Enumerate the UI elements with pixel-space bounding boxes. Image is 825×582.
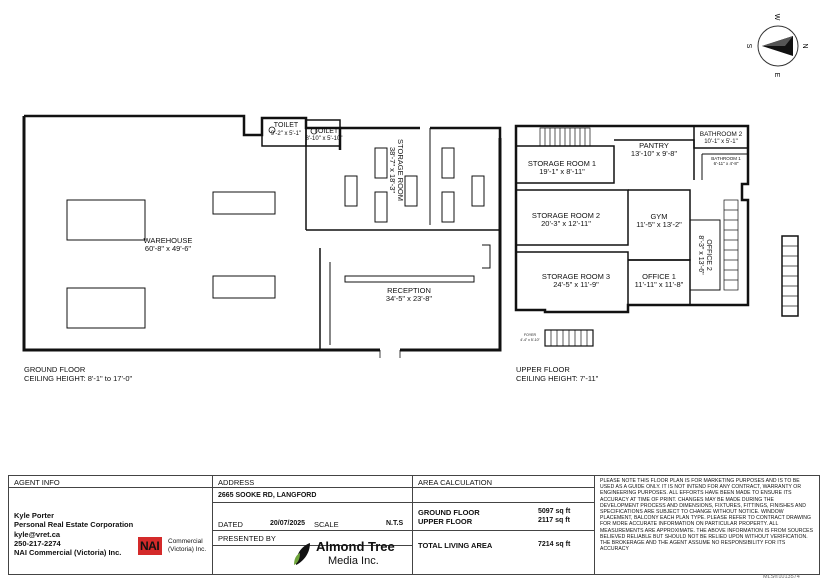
nai-logo-text: NAI <box>140 539 160 553</box>
office-2-dims: 8'-3" x 13'-6" <box>697 235 704 275</box>
upper-floor-ceiling: CEILING HEIGHT: 7'-11" <box>516 374 599 383</box>
divider <box>412 502 594 503</box>
area-header: AREA CALCULATION <box>418 478 493 487</box>
storage-room-dims: 38'-7" x 18'-3" <box>388 146 397 194</box>
address-header: ADDRESS <box>218 478 255 487</box>
divider <box>8 487 594 488</box>
bathroom-2-dims: 10'-1" x 5'-1" <box>704 139 738 145</box>
disclaimer-text: PLEASE NOTE THIS FLOOR PLAN IS FOR MARKETING PURPOSES AND IS TO BE USED AS A GUIDE ONLY. IT IS NOT INTEND FOR ANY CONTRACT, WARRANTY OR ENGINEERING PURPOSES. ALL EFFORTS HAVE BEEN MADE TO ENSURE ITS ACCURACY AT TIME OF PRINT. CHANGES MAY BE MADE DURING THE DEVELOPMENT PROCESS AND DIMENSIONS, FIXTURES, FITTINGS, FINISHES AND SPECIFICATIONS ARE SUBJECT TO CHANGE WITHOUT NOTICE. WINDOW PLACEMENT, BALCONY EACH PLAN TYPE. PLEASE REFER TO CONTRACT DRAWING FOR MORE ACCURATE INFORMATION ON PARTICULAR PROPERTY. ALL MEASUREMENTS ARE APPROXIMATE. THE ABOVE INFORMATION IS FROM SOURCES BELIEVED RELIABLE BUT SHOULD NOT BE RELIED UPON WITHOUT VERIFICATION. THE BROKERAGE AND THE AGENT ASSUME NO RESPONSIBILITY FOR ITS ACCURACY <box>600 478 814 553</box>
agent-company: NAI Commercial (Victoria) Inc. <box>14 548 122 557</box>
divider <box>412 475 413 575</box>
agent-email[interactable]: kyle@vret.ca <box>14 530 61 539</box>
agent-phone[interactable]: 250-217-2274 <box>14 539 61 548</box>
pantry-dims: 13'-10" x 9'-8" <box>630 149 678 158</box>
scale-label: SCALE <box>314 520 339 529</box>
ground-area-label: GROUND FLOOR <box>418 508 480 517</box>
compass-w: W <box>773 13 780 21</box>
gym-dims: 11'-5" x 13'-2" <box>636 220 682 229</box>
ground-floor-plan <box>24 116 500 358</box>
upper-area-value: 2117 sq ft <box>538 517 570 524</box>
toilet-2-dims: 8'-10" x 5'-10" <box>305 136 343 142</box>
office-2-name: OFFICE 2 <box>705 239 712 271</box>
dated-value: 20/07/2025 <box>270 520 306 527</box>
divider <box>594 475 595 575</box>
toilet-1-name: TOILET <box>273 122 299 129</box>
bathroom-1-dims: 6'-11" x 4'-8" <box>713 161 739 166</box>
upper-floor-label: UPPER FLOOR <box>516 365 570 374</box>
ground-floor-labels <box>24 122 432 383</box>
compass-icon <box>745 14 808 78</box>
pantry-name: PANTRY <box>639 141 669 150</box>
upper-floor-labels <box>516 131 743 383</box>
warehouse-name: WAREHOUSE <box>143 236 193 245</box>
ground-floor-ceiling: CEILING HEIGHT: 8'-1" to 17'-0" <box>24 374 133 383</box>
storage-room-1-dims: 19'-1" x 8'-11" <box>539 167 585 176</box>
storage-room-1-name: STORAGE ROOM 1 <box>527 159 597 168</box>
agent-info-header: AGENT INFO <box>14 478 60 487</box>
storage-room-2-dims: 20'-3" x 12'-11" <box>541 219 591 228</box>
reception-dims: 34'-5" x 23'-8" <box>385 294 433 303</box>
compass-s: S <box>745 43 752 49</box>
bathroom-1-name: BATHROOM 1 <box>711 156 741 161</box>
toilet-2-name: TOILET <box>313 128 339 135</box>
storage-room-3-name: STORAGE ROOM 3 <box>541 272 611 281</box>
foyer-name: FOYER <box>523 333 537 337</box>
divider <box>212 502 412 503</box>
brand-name: Almond Tree <box>316 539 395 554</box>
presented-by-label: PRESENTED BY <box>218 534 276 543</box>
foyer-dims: 4'-4" x 5'-10" <box>520 338 540 342</box>
nai-logo-sub1: Commercial <box>168 538 203 545</box>
divider <box>412 530 594 531</box>
gym-name: GYM <box>650 212 668 221</box>
leaf-icon <box>292 541 314 567</box>
compass-e: E <box>773 72 780 78</box>
divider <box>212 530 412 531</box>
total-area-value: 7214 sq ft <box>538 541 571 548</box>
compass-n: N <box>801 43 808 49</box>
scale-value: N.T.S <box>386 520 404 527</box>
total-area-label: TOTAL LIVING AREA <box>418 541 493 550</box>
mls-number: MLS®1013574 <box>763 574 800 580</box>
agent-corp: Personal Real Estate Corporation <box>14 520 134 529</box>
bathroom-2-name: BATHROOM 2 <box>699 131 743 138</box>
office-1-name: OFFICE 1 <box>642 272 676 281</box>
storage-room-name: STORAGE ROOM <box>396 139 405 201</box>
dated-label: DATED <box>218 520 243 529</box>
storage-room-3-dims: 24'-5" x 11'-9" <box>553 280 599 289</box>
divider <box>212 475 213 575</box>
upper-area-label: UPPER FLOOR <box>418 517 473 526</box>
agent-name: Kyle Porter <box>14 511 55 520</box>
ground-area-value: 5097 sq ft <box>538 508 571 515</box>
storage-room-2-name: STORAGE ROOM 2 <box>531 211 601 220</box>
nai-logo-sub2: (Victoria) Inc. <box>168 546 207 553</box>
reception-name: RECEPTION <box>387 286 431 295</box>
warehouse-dims: 60'-8" x 49'-6" <box>144 244 192 253</box>
toilet-1-dims: 9'-2" x 5'-1" <box>270 131 302 137</box>
nai-logo <box>138 537 210 557</box>
office-1-dims: 11'-11" x 11'-8" <box>634 280 684 289</box>
ground-floor-label: GROUND FLOOR <box>24 365 86 374</box>
address-value: 2665 SOOKE RD, LANGFORD <box>218 492 317 499</box>
almond-tree-logo <box>292 537 402 571</box>
brand-sub: Media Inc. <box>328 555 379 567</box>
